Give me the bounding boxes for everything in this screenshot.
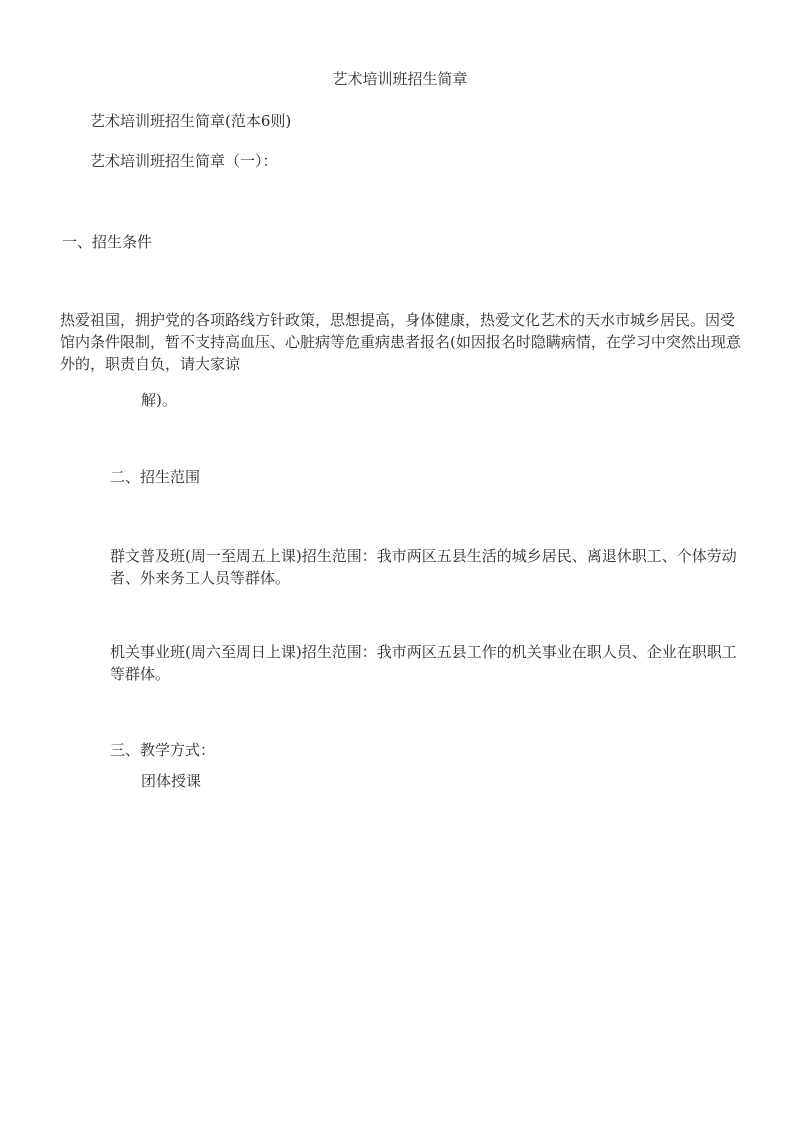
section2-heading: 二、招生范围 <box>110 468 201 486</box>
document-title: 艺术培训班招生简章 <box>332 70 468 88</box>
section1-body: 热爱祖国，拥护党的各项路线方针政策，思想提高，身体健康，热爱文化艺术的天水市城乡居民。因受馆内条件限制，暂不支持高血压、心脏病等危重病患者报名(如因报名时隐瞒病情，在学习中突然出现意外的，职责自负，请大家谅 <box>60 311 741 373</box>
section2-para1: 群文普及班(周一至周五上课)招生范围：我市两区五县生活的城乡居民、离退休职工、个体劳动者、外来务工人员等群体。 <box>110 547 737 587</box>
part-heading: 艺术培训班招生简章（一）： <box>90 152 278 170</box>
section3-heading: 三、教学方式： <box>110 741 216 759</box>
section3-body: 团体授课 <box>141 772 202 790</box>
section1-continuation: 解)。 <box>141 391 177 409</box>
document-subtitle: 艺术培训班招生简章(范本6则) <box>90 112 292 130</box>
section1-heading: 一、招生条件 <box>62 233 153 251</box>
section2-para2: 机关事业班(周六至周日上课)招生范围：我市两区五县工作的机关事业在职人员、企业在职职工等群体。 <box>110 643 737 683</box>
